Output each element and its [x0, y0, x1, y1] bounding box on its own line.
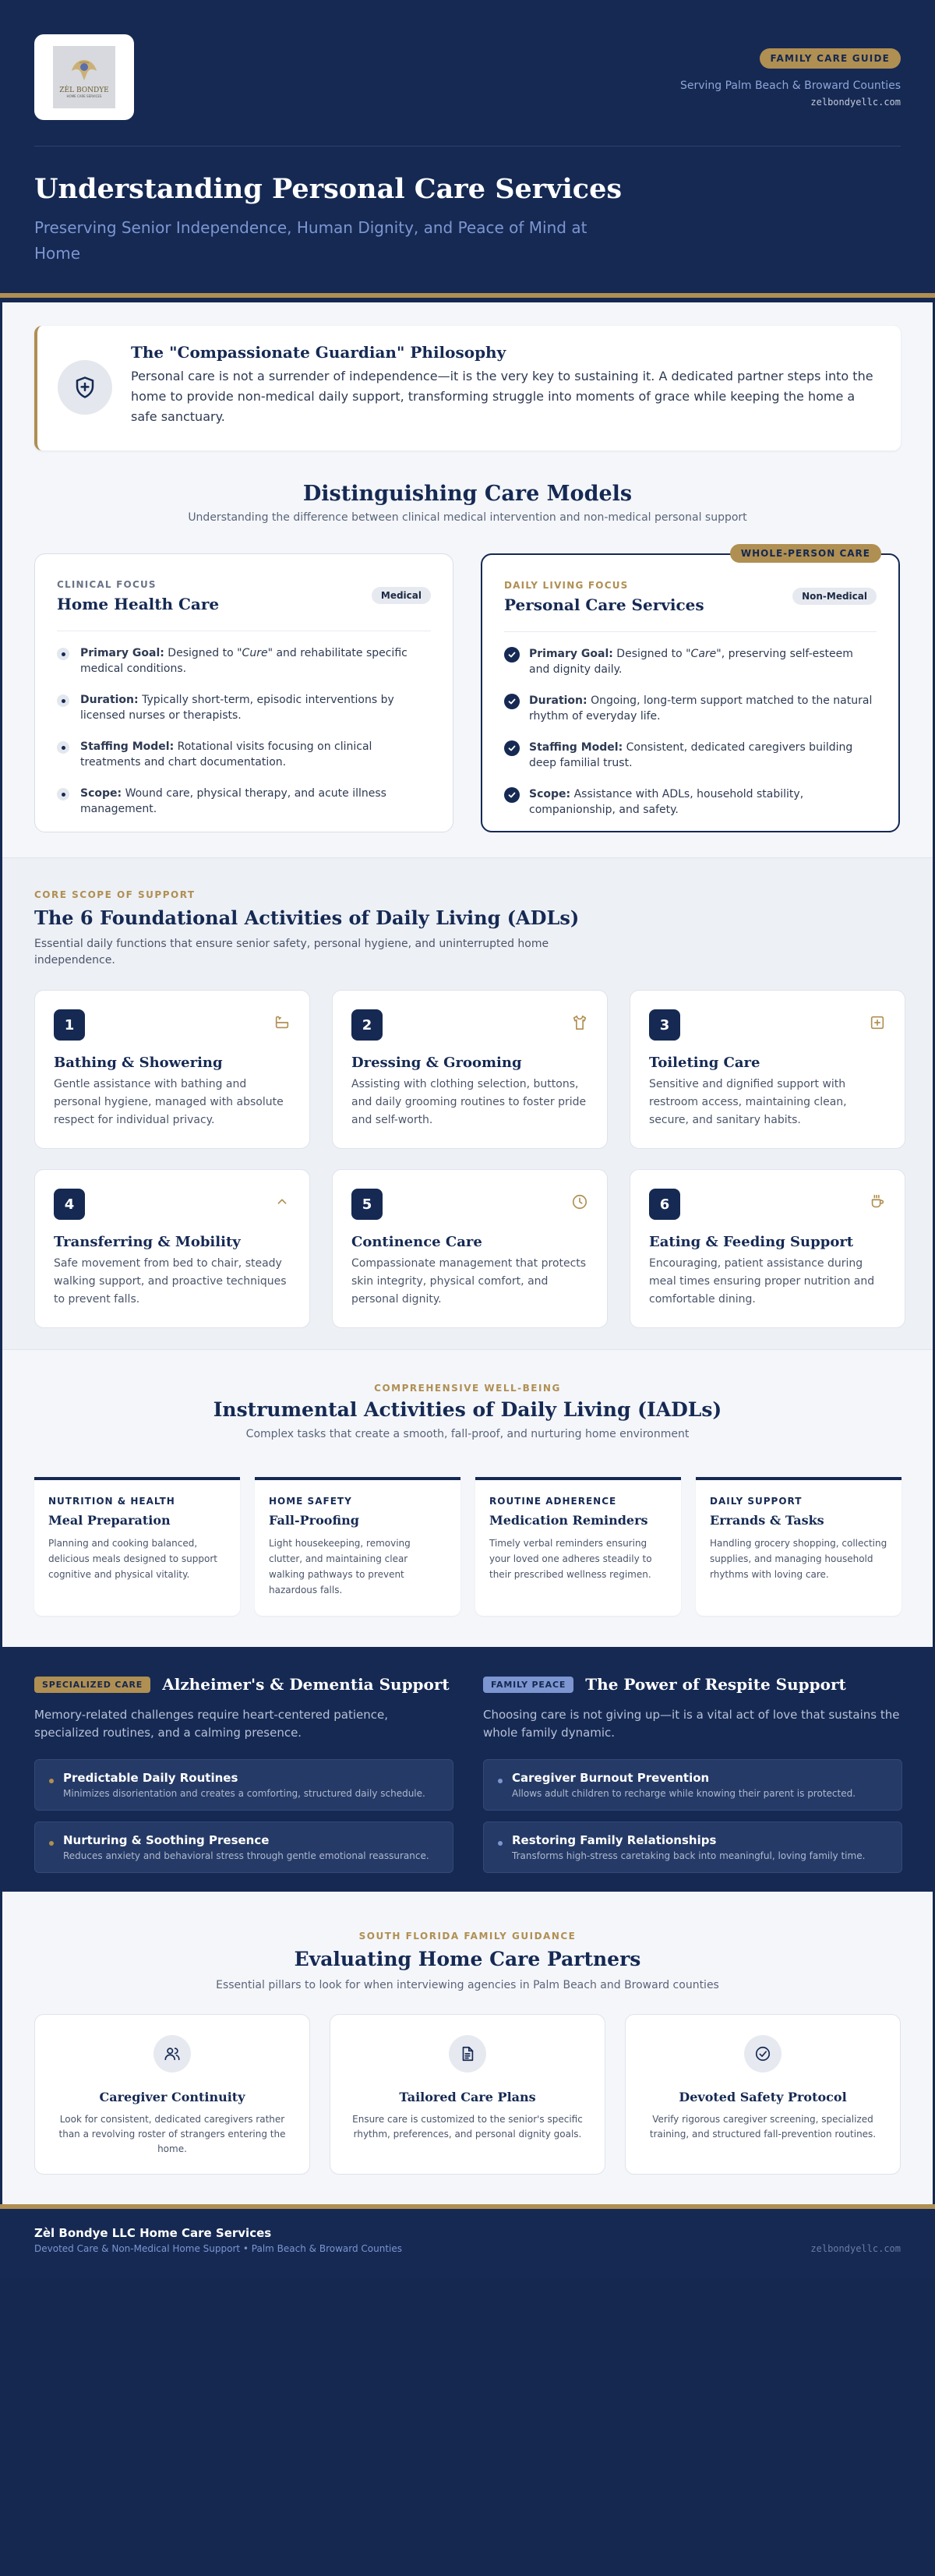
- adl-card-desc: Encouraging, patient assistance during meal times ensuring proper nutrition and comfortable dining.: [649, 1257, 875, 1306]
- respite-intro: Choosing care is not giving up—it is a vital act of love that sustains the whole family dynamic.: [483, 1708, 900, 1740]
- list-item: [504, 646, 877, 677]
- item-emphasis: "Care": [686, 648, 722, 660]
- main-content: [0, 302, 935, 2204]
- item-desc: Transforms high-stress caretaking back into meaningful, loving family time.: [512, 1850, 866, 1861]
- list-item: [57, 739, 431, 770]
- adl-card-title: Eating & Feeding Support: [649, 1234, 854, 1250]
- adl-subtitle: Essential daily functions that ensure senior safety, personal hygiene, and uninterrupted home independence.: [34, 938, 549, 966]
- philosophy-and-models-section: [2, 302, 933, 857]
- family-peace-badge: FAMILY PEACE: [483, 1677, 573, 1693]
- item-label: Duration:: [529, 694, 587, 707]
- partner-card-title: Caregiver Continuity: [99, 2090, 245, 2104]
- respite-title: The Power of Respite Support: [585, 1675, 846, 1694]
- adl-title: The 6 Foundational Activities of Daily Living (ADLs): [34, 906, 580, 929]
- item-title: Nurturing & Soothing Presence: [63, 1833, 270, 1847]
- list-item: [57, 786, 431, 817]
- philosophy-title: The "Compassionate Guardian" Philosophy: [131, 343, 506, 362]
- iadl-card-fall-proofing: [255, 1477, 460, 1616]
- list-item: [504, 740, 877, 771]
- check-circle-icon: [504, 647, 520, 663]
- adl-card-desc: Assisting with clothing selection, buttons, and daily grooming routines to foster pride and self-worth.: [351, 1078, 587, 1126]
- page-subtitle: Preserving Senior Independence, Human Dignity, and Peace of Mind at Home: [34, 218, 587, 263]
- iadl-tag: DAILY SUPPORT: [710, 1496, 803, 1507]
- partner-card-care-plans: [330, 2014, 605, 2175]
- iadl-card-desc: Handling grocery shopping, collecting supplies, and managing household rhythms with loving care.: [710, 1538, 887, 1580]
- medical-badge: Medical: [372, 587, 431, 604]
- partners-subtitle: Essential pillars to look for when interviewing agencies in Palm Beach and Broward counties: [216, 1979, 719, 1991]
- step-number: 5: [351, 1189, 383, 1220]
- adl-card-desc: Sensitive and dignified support with restroom access, maintaining clean, secure, and sanitary habits.: [649, 1078, 847, 1126]
- iadl-card-desc: Planning and cooking balanced, delicious meals designed to support cognitive and physical vitality.: [48, 1538, 217, 1580]
- footer-website-link[interactable]: zelbondyellc.com: [810, 2243, 901, 2254]
- item-desc: Reduces anxiety and behavioral stress through gentle emotional reassurance.: [63, 1850, 429, 1861]
- item-label: Primary Goal:: [80, 647, 164, 659]
- model-name: Home Health Care: [57, 595, 220, 613]
- item-label: Scope:: [529, 788, 571, 800]
- iadl-tag: NUTRITION & HEALTH: [48, 1496, 175, 1507]
- non-medical-badge: Non-Medical: [792, 588, 877, 605]
- item-text: Rotational visits focusing on clinical treatments and chart documentation.: [80, 740, 372, 769]
- iadl-eyebrow: COMPREHENSIVE WELL-BEING: [374, 1383, 561, 1394]
- iadl-card-desc: Light housekeeping, removing clutter, and maintaining clear walking pathways to prevent hazardous falls.: [269, 1538, 411, 1595]
- bullet-dot-icon: [57, 648, 69, 660]
- adl-card-toileting: [630, 990, 905, 1149]
- iadl-card-medication: [475, 1477, 681, 1616]
- step-number: 4: [54, 1189, 85, 1220]
- iadl-card-meal-prep: [34, 1477, 240, 1616]
- partner-card-desc: Verify rigorous caregiver screening, specialized training, and structured fall-prevention routines.: [649, 2114, 877, 2140]
- step-number: 1: [54, 1009, 85, 1041]
- respite-item: [483, 1759, 902, 1811]
- angel-icon: [69, 57, 100, 85]
- partners-eyebrow: SOUTH FLORIDA FAMILY GUIDANCE: [358, 1931, 577, 1942]
- hero-divider: [34, 146, 901, 147]
- adl-card-mobility: [34, 1169, 310, 1328]
- partner-card-continuity: [34, 2014, 310, 2175]
- philosophy-body: Personal care is not a surrender of independence—it is the very key to sustaining it. A dedicated partner steps into the home to provide non-medical daily support, transforming struggle into moments of grace while keeping the home a safe sanctuary.: [131, 369, 873, 424]
- item-text: , preserving self-esteem and dignity daily.: [529, 648, 853, 676]
- model-tag: DAILY LIVING FOCUS: [504, 580, 629, 591]
- iadl-card-title: Medication Reminders: [489, 1513, 648, 1528]
- logo[interactable]: [34, 34, 134, 120]
- service-area: Serving Palm Beach & Broward Counties: [679, 80, 901, 92]
- iadl-tag: HOME SAFETY: [269, 1496, 352, 1507]
- coffee-cup-icon: [869, 1193, 886, 1214]
- item-text: Typically short-term, episodic interventions by licensed nurses or therapists.: [80, 694, 394, 722]
- plus-square-icon: [869, 1014, 886, 1034]
- logo-image: [53, 46, 115, 108]
- item-text: Ongoing, long-term support matched to the natural rhythm of everyday life.: [529, 694, 873, 723]
- clock-icon: [571, 1193, 588, 1214]
- iadl-subtitle: Complex tasks that create a smooth, fall-proof, and nurturing home environment: [245, 1428, 690, 1440]
- partner-card-title: Tailored Care Plans: [399, 2090, 536, 2104]
- iadl-card-desc: Timely verbal reminders ensuring your loved one adheres steadily to their prescribed wellness regimen.: [489, 1538, 652, 1580]
- item-title: Predictable Daily Routines: [63, 1771, 238, 1785]
- partners-title: Evaluating Home Care Partners: [294, 1948, 641, 1970]
- item-label: Staffing Model:: [529, 741, 623, 754]
- list-item: [504, 693, 877, 724]
- partner-card-title: Devoted Safety Protocol: [679, 2090, 847, 2104]
- adl-card-title: Transferring & Mobility: [54, 1234, 241, 1250]
- partner-card-desc: Look for consistent, dedicated caregivers rather than a revolving roster of strangers entering the home.: [58, 2114, 286, 2154]
- footer-tagline: Devoted Care & Non-Medical Home Support • Palm Beach & Broward Counties: [34, 2243, 403, 2254]
- adl-card-desc: Safe movement from bed to chair, steady walking support, and proactive techniques to prevent falls.: [54, 1257, 287, 1306]
- logo-text: ZÈL BONDYE: [59, 86, 109, 94]
- philosophy-card: [34, 326, 901, 451]
- home-health-care-card: [34, 553, 453, 832]
- adl-eyebrow: CORE SCOPE OF SUPPORT: [34, 889, 196, 900]
- iadl-title: Instrumental Activities of Daily Living (IADLs): [213, 1398, 722, 1421]
- whole-person-care-badge: WHOLE-PERSON CARE: [730, 544, 881, 563]
- bath-icon: [273, 1014, 291, 1034]
- partner-card-safety: [625, 2014, 901, 2175]
- adl-card-bathing: [34, 990, 310, 1149]
- adl-card-dressing: [332, 990, 608, 1149]
- dementia-column: [34, 1675, 453, 1873]
- adl-section: [2, 857, 933, 1350]
- list-item: [57, 692, 431, 723]
- partner-card-desc: Ensure care is customized to the senior's specific rhythm, preferences, and personal dignity goals.: [352, 2114, 583, 2140]
- iadl-card-title: Errands & Tasks: [710, 1513, 824, 1528]
- model-tag: CLINICAL FOCUS: [57, 579, 157, 590]
- footer-company-name: Zèl Bondye LLC Home Care Services: [34, 2226, 272, 2240]
- iadl-card-title: Fall-Proofing: [269, 1513, 359, 1528]
- adl-card-desc: Gentle assistance with bathing and personal hygiene, managed with absolute respect for individual privacy.: [54, 1078, 284, 1126]
- chevron-up-icon: [273, 1193, 291, 1214]
- logo-subtext: HOME CARE SERVICES: [66, 94, 102, 98]
- divider: [504, 631, 877, 632]
- adl-card-continence: [332, 1169, 608, 1328]
- item-label: Scope:: [80, 787, 122, 800]
- shield-plus-icon: [58, 360, 112, 415]
- step-number: 2: [351, 1009, 383, 1041]
- item-text: Assistance with ADLs, household stability, companionship, and safety.: [529, 788, 804, 816]
- models-title: Distinguishing Care Models: [302, 482, 633, 506]
- dementia-intro: Memory-related challenges require heart-centered patience, specialized routines, and a calming presence.: [34, 1708, 388, 1740]
- personal-care-services-card: [481, 548, 900, 832]
- bullet-dot-icon: [57, 788, 69, 800]
- check-circle-icon: [504, 787, 520, 803]
- iadl-tag: ROUTINE ADHERENCE: [489, 1496, 617, 1507]
- item-title: Restoring Family Relationships: [512, 1833, 717, 1847]
- iadl-card-errands: [696, 1477, 901, 1616]
- list-item: [504, 786, 877, 818]
- bullet-dot-icon: [57, 694, 69, 707]
- models-subtitle: Understanding the difference between clinical medical intervention and non-medical personal support: [188, 511, 747, 524]
- dementia-item: [34, 1822, 453, 1873]
- adl-card-desc: Compassionate management that protects skin integrity, physical comfort, and personal dignity.: [351, 1257, 587, 1306]
- model-name: Personal Care Services: [504, 595, 704, 614]
- website-link[interactable]: zelbondyellc.com: [810, 97, 901, 108]
- item-text: and rehabilitate specific medical conditions.: [80, 647, 408, 675]
- adl-card-title: Bathing & Showering: [54, 1055, 223, 1071]
- document-icon: [449, 2035, 486, 2072]
- adl-card-title: Toileting Care: [649, 1055, 760, 1071]
- step-number: 3: [649, 1009, 680, 1041]
- respite-item: [483, 1822, 902, 1873]
- adl-card-title: Dressing & Grooming: [351, 1055, 522, 1071]
- users-icon: [153, 2035, 191, 2072]
- item-emphasis: "Cure": [237, 647, 273, 659]
- specialized-care-badge: SPECIALIZED CARE: [34, 1677, 150, 1693]
- bullet-dot-icon: [57, 741, 69, 754]
- support-split-section: [0, 1647, 935, 1892]
- dementia-item: [34, 1759, 453, 1811]
- iadl-card-title: Meal Preparation: [48, 1513, 171, 1528]
- adl-card-eating: [630, 1169, 905, 1328]
- page-title: Understanding Personal Care Services: [34, 173, 623, 205]
- item-title: Caregiver Burnout Prevention: [512, 1771, 710, 1785]
- dementia-title: Alzheimer's & Dementia Support: [162, 1675, 450, 1694]
- step-number: 6: [649, 1189, 680, 1220]
- item-text: Wound care, physical therapy, and acute illness management.: [80, 787, 386, 815]
- item-desc: Minimizes disorientation and creates a comforting, structured daily schedule.: [63, 1788, 425, 1799]
- item-text: Designed to: [612, 648, 686, 660]
- shirt-icon: [571, 1014, 588, 1034]
- item-text: Designed to: [164, 647, 238, 659]
- check-circle-icon: [504, 740, 520, 756]
- respite-column: [483, 1675, 902, 1873]
- item-desc: Allows adult children to recharge while knowing their parent is protected.: [512, 1788, 856, 1799]
- hero-header: [0, 0, 935, 298]
- check-circle-icon: [744, 2035, 782, 2072]
- hero-meta: [680, 48, 901, 108]
- item-text: Consistent, dedicated caregivers building deep familial trust.: [529, 741, 853, 769]
- item-label: Duration:: [80, 694, 139, 706]
- item-label: Staffing Model:: [80, 740, 175, 753]
- adl-card-title: Continence Care: [351, 1234, 482, 1250]
- item-label: Primary Goal:: [529, 648, 613, 660]
- page-footer: [0, 2204, 935, 2278]
- check-circle-icon: [504, 694, 520, 709]
- family-care-guide-badge: FAMILY CARE GUIDE: [760, 48, 901, 69]
- list-item: [57, 645, 431, 677]
